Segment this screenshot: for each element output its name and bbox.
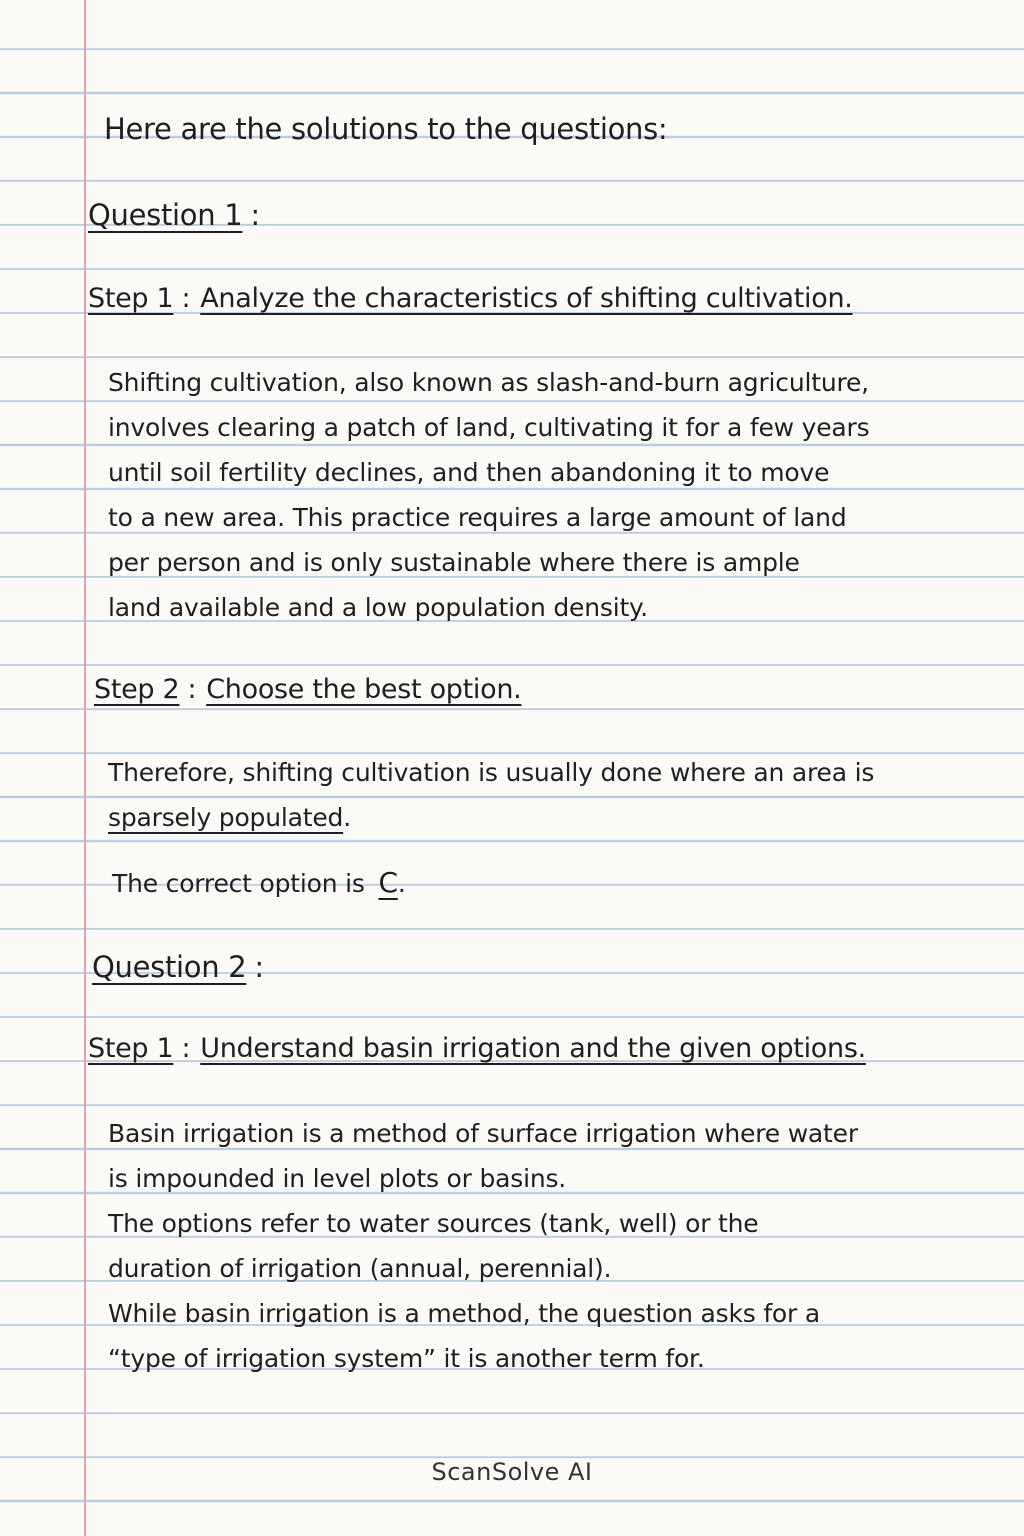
q1-answer-letter: C <box>378 866 398 899</box>
q2-step-1-heading <box>88 1033 866 1064</box>
sparsely-populated-highlight: sparsely populated <box>108 803 344 832</box>
q2-step-1-paragraph <box>108 1111 858 1381</box>
question-2-colon: : <box>254 950 264 984</box>
q1-step-1-colon: : <box>181 283 191 314</box>
question-2-heading <box>92 950 274 984</box>
q2-step-1-title: Understand basin irrigation and the given options. <box>200 1033 866 1064</box>
q1-step-1-line: Shifting cultivation, also known as slash-and-burn agriculture, <box>108 368 869 397</box>
q1-step-1-line: to a new area. This practice requires a large amount of land <box>108 503 847 532</box>
question-2-label: Question 2 <box>92 950 247 984</box>
q1-step-1-heading <box>88 283 853 314</box>
q2-step-1-line: “type of irrigation system” it is another term for. <box>108 1344 705 1373</box>
intro-text: Here are the solutions to the questions: <box>104 112 668 146</box>
question-1-label: Question 1 <box>88 198 243 232</box>
q1-step-1-line: involves clearing a patch of land, cultivating it for a few years <box>108 413 870 442</box>
q1-step-1-paragraph <box>108 360 869 630</box>
q1-step-2-title: Choose the best option. <box>206 674 522 705</box>
q2-step-1-line: While basin irrigation is a method, the question asks for a <box>108 1299 820 1328</box>
q2-step-1-colon: : <box>181 1033 191 1064</box>
q1-answer-prefix: The correct option is <box>112 869 365 898</box>
q1-answer-line <box>112 860 406 906</box>
q1-step-2-heading <box>94 674 521 705</box>
q2-step-1-line: Basin irrigation is a method of surface irrigation where water <box>108 1119 858 1148</box>
q1-answer-row: The correct option is C. <box>112 860 406 906</box>
footer-brand: ScanSolve AI <box>431 1458 593 1486</box>
q1-step-1-label: Step 1 <box>88 283 174 314</box>
q1-step-1-title: Analyze the characteristics of shifting cultivation. <box>200 283 853 314</box>
q2-step-1-line: The options refer to water sources (tank, well) or the <box>108 1209 759 1238</box>
q1-step-2-paragraph <box>108 750 874 840</box>
q1-step-1-line: land available and a low population density. <box>108 593 648 622</box>
q1-step-2-label: Step 2 <box>94 674 180 705</box>
q1-step-1-line: until soil fertility declines, and then abandoning it to move <box>108 458 830 487</box>
question-1-heading <box>88 198 270 232</box>
q1-step-2-colon: : <box>187 674 197 705</box>
q2-step-1-line: is impounded in level plots or basins. <box>108 1164 567 1193</box>
q1-step-2-highlight-line: sparsely populated. <box>108 803 351 832</box>
q2-step-1-line: duration of irrigation (annual, perennial). <box>108 1254 612 1283</box>
red-margin-line <box>84 0 86 1536</box>
question-1-colon: : <box>250 198 260 232</box>
q2-step-1-label: Step 1 <box>88 1033 174 1064</box>
q1-step-1-line: per person and is only sustainable where there is ample <box>108 548 800 577</box>
q1-step-2-line: Therefore, shifting cultivation is usually done where an area is <box>108 758 875 787</box>
